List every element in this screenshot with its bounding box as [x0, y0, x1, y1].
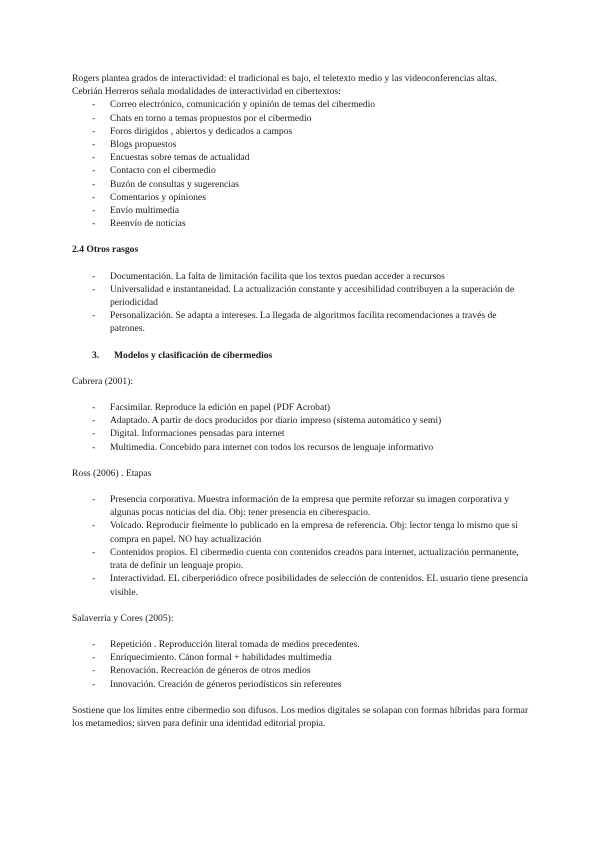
list-item: - Volcado. Reproducir fielmente lo publicado en la empresa de referencia. Obj: lector tenga lo mismo que si compra en papel. NO hay actualización	[72, 519, 532, 545]
list-item: - Comentarios y opiniones	[72, 191, 532, 204]
closing-paragraph: Sostiene que los límites entre cibermedio son difusos. Los medios digitales se solapan con formas híbridas para formar los metamedios; sirven para definir una identidad editorial propia.	[72, 704, 529, 729]
list-item: - Adaptado. A partir de docs producidos por diario impreso (sistema automático y semi)	[72, 414, 532, 427]
list-item: - Contacto con el cibermedio	[72, 164, 532, 177]
list-item: - Innovación. Creación de géneros periodísticos sin referentes	[72, 678, 532, 691]
list-item: - Repetición . Reproducción literal tomada de medios precedentes.	[72, 638, 532, 651]
salaverria-list	[72, 638, 532, 691]
ross-list	[72, 493, 532, 599]
list-item: - Buzón de consultas y sugerencias	[72, 178, 532, 191]
list-item: - Universalidad e instantaneidad. La actualización constante y accesibilidad contribuyen a la superación de periodicidad	[72, 283, 532, 309]
list-item: - Digital. Informaciones pensadas para internet	[72, 427, 532, 440]
list-item: - Documentación. La falta de limitación facilita que los textos puedan acceder a recursos	[72, 270, 532, 283]
list-item: - Envío multimedia	[72, 204, 532, 217]
cabrera-list	[72, 401, 532, 454]
cabrera-heading: Cabrera (2001):	[72, 375, 134, 387]
list-item: - Chats en torno a temas propuestos por el cibermedio	[72, 112, 532, 125]
list-item: - Facsimilar. Reproduce la edición en papel (PDF Acrobat)	[72, 401, 532, 414]
list-item: - Encuestas sobre temas de actualidad	[72, 151, 532, 164]
list-item: - Interactividad. EL ciberperiódico ofrece posibilidades de selección de contenidos. EL usuario tiene presencia visible.	[72, 572, 532, 598]
list-item: - Enriquecimiento. Cánon formal + habilidades multimedia	[72, 651, 532, 664]
rogers-paragraph: Rogers plantea grados de interactividad: el tradicional es bajo, el teletexto medio y las videoconferencias altas.	[72, 73, 497, 84]
list-item: - Renovación. Recreación de géneros de otros medios	[72, 664, 532, 677]
list-item: - Personalización. Se adapta a intereses. La llegada de algoritmos facilita recomendaciones a través de patrones.	[72, 309, 532, 335]
otros-rasgos-list	[72, 270, 532, 336]
list-item: - Multimedia. Concebido para internet con todos los recursos de lenguaje informativo	[72, 441, 532, 454]
section-title: Modelos y clasificación de cibermedios	[114, 349, 273, 361]
list-item: - Presencia corporativa. Muestra información de la empresa que permite reforzar su imagen corporativa y algunas pocas noticias del día. Obj: tener presencia en ciberespacio.	[72, 493, 532, 519]
list-item: - Reenvío de noticias	[72, 217, 532, 230]
list-item: - Foros dirigidos , abiertos y dedicados a campos	[72, 125, 532, 138]
list-item: - Correo electrónico, comunicación y opinión de temas del cibermedio	[72, 98, 532, 111]
cebrian-paragraph: Cebrián Herreros señala modalidades de interactividad en cibertextos:	[72, 86, 341, 98]
ross-heading: Ross (2006) . Etapas	[72, 467, 152, 479]
list-item: - Blogs propuestos	[72, 138, 532, 151]
section-heading-otros-rasgos: 2.4 Otros rasgos	[72, 244, 139, 256]
list-item: - Contenidos propios. El cibermedio cuenta con contenidos creados para internet, actualización permanente, trata de definir un lenguaje propio.	[72, 546, 532, 572]
document-page	[72, 72, 532, 730]
salaverria-heading: Salaverría y Cores (2005):	[72, 612, 174, 624]
section-heading-modelos	[72, 349, 532, 362]
interactivity-modalities-list	[72, 98, 532, 230]
section-number: 3.	[92, 349, 100, 361]
